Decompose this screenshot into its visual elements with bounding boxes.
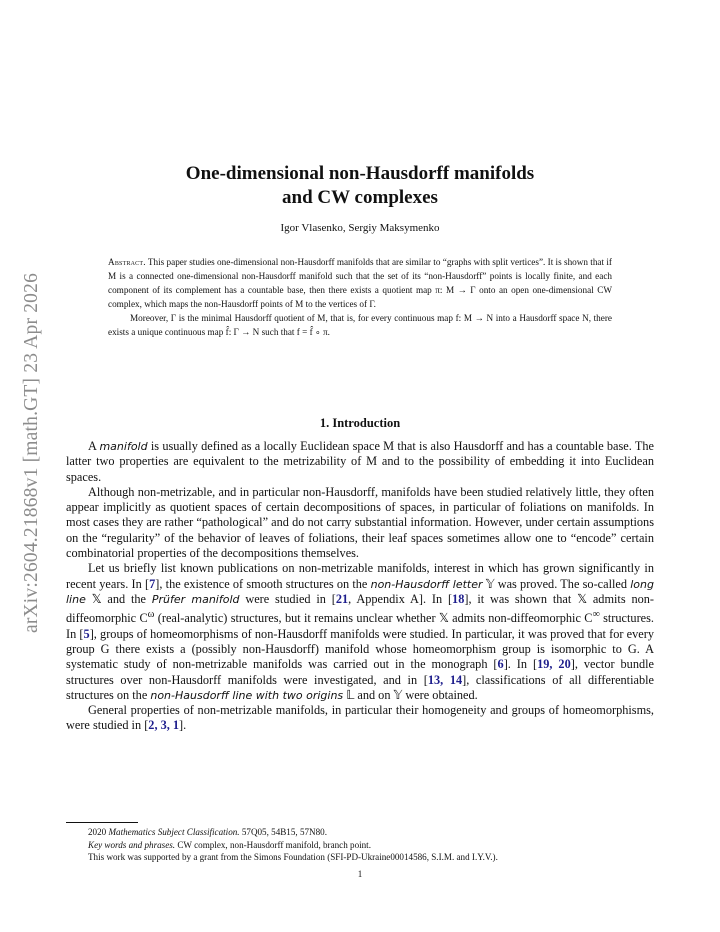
abstract-label: Abstract. xyxy=(108,257,146,267)
paper-title-line-2: and CW complexes xyxy=(282,187,438,208)
body-paragraph-3: Let us briefly list known publications on non-metrizable manifolds, interest in which has grown significantly in recent years. In [7], the existence of smooth structures on the non-Hausdorff letter 𝕐 was proved. The so-called long line 𝕏 and the Prüfer manifold were studied in [21, Appendix A]. In [18], it was shown that 𝕏 admits non-diffeomorphic $C^\omega$ (real-analytic) structures, but it remains unclear whether 𝕏 admits non-diffeomorphic C∞ structures. In [5], groups of homeomorphisms of non-Hausdorff manifolds were studied. In particular, it was proved that for every group G there exists a (possibly non-Hausdorff) manifold whose homeomorphism group is isomorphic to G. A systematic study of non-metrizable manifolds was carried out in the monograph [6]. In [19, 20], vector bundle structures over non-Hausdorff manifolds were investigated, and in [13, 14], classifications of all differentiable structures on the non-Hausdorff line with two origins 𝕃 and on 𝕐 were obtained. xyxy=(66,561,655,702)
term-non-hausdorff-letter: non-Hausdorff letter xyxy=(370,577,483,591)
page-number: 1 xyxy=(357,869,363,879)
term-prufer-manifold: Prüfer manifold xyxy=(151,592,240,606)
paper-title-line-1: One-dimensional non-Hausdorff manifolds xyxy=(185,163,535,184)
section-heading xyxy=(66,416,654,431)
citation-link[interactable]: 21 xyxy=(335,591,349,606)
arxiv-stamp-text: arXiv:2604.21868v1 [math.GT] 23 Apr 2026 xyxy=(21,272,42,634)
footnotes xyxy=(88,826,658,864)
citation-link[interactable]: 5 xyxy=(83,626,90,641)
body-paragraph-1: A manifold is usually defined as a locally Euclidean space M that is also Hausdorff and has a countable base. The latter two properties are equivalent to the metrizability of M and to the possibility of embedding it into Euclidean spaces. xyxy=(66,439,654,484)
term-long-line: long line xyxy=(66,577,654,606)
body-paragraph-4: General properties of non-metrizable manifolds, in particular their homogeneity and groups of homeomorphisms, were studied in [2, 3, 1]. xyxy=(66,703,654,733)
footnote-keywords: Key words and phrases. CW complex, non-Hausdorff manifold, branch point. xyxy=(88,839,371,850)
footnote-support: This work was supported by a grant from the Simons Foundation (SFI-PD-Ukraine00014586, S.I.M. and I.Y.V.). xyxy=(88,852,498,862)
footnote-rule xyxy=(66,822,138,823)
abstract-paragraph-1 xyxy=(108,255,612,311)
abstract-paragraph-2: Moreover, Γ is the minimal Hausdorff quotient of M, that is, for every continuous map f: M → N into a Hausdorff space N, there exists a unique continuous map f̂: Γ → N such that f = f̂ ∘ π. xyxy=(108,313,612,337)
citation-link[interactable]: 7 xyxy=(149,576,156,591)
body-paragraph-2: Although non-metrizable, and in particular non-Hausdorff, manifolds have been studied relatively little, they often appear implicitly as quotient spaces of certain decompositions of spaces, in particular of foliations on manifolds. In most cases they are rather “pathological” and do not carry substantial information. However, under certain assumptions on the “regularity” of the behavior of leaves of foliations, their leaf spaces sometimes allow one to “encode” certain combinatorial properties of the decompositions themselves. xyxy=(66,484,654,561)
section-number: 1. xyxy=(319,416,330,430)
citation-link[interactable]: 2, 3, 1 xyxy=(148,718,180,733)
footnote-msc: 2020 Mathematics Subject Classification. 57Q05, 54B15, 57N80. xyxy=(88,827,327,837)
citation-link[interactable]: 13, 14 xyxy=(427,672,463,687)
citation-link[interactable]: 19, 20 xyxy=(537,657,571,672)
authors: Igor Vlasenko, Sergiy Maksymenko xyxy=(280,222,440,234)
abstract xyxy=(108,255,612,339)
term-manifold: manifold xyxy=(99,440,148,453)
section-title: Introduction xyxy=(332,416,401,430)
citation-link[interactable]: 6 xyxy=(497,657,504,672)
abstract-text-1: This paper studies one-dimensional non-Hausdorff manifolds that are similar to “graphs with split vertices”. It is shown that if M is a connected one-dimensional non-Hausdorff manifold such that the set of its “non-Hausdorff” points is locally finite, and each component of its complement has a countable base, then there exists a quotient map π: M → Γ onto an open one-dimensional CW complex, which maps the non-Hausdorff points of M to the vertices of Γ. xyxy=(108,257,612,309)
citation-link[interactable]: 18 xyxy=(452,591,465,606)
term-line-two-origins: non-Hausdorff line with two origins xyxy=(150,688,344,702)
arxiv-stamp xyxy=(17,248,47,658)
body-text xyxy=(66,439,654,734)
